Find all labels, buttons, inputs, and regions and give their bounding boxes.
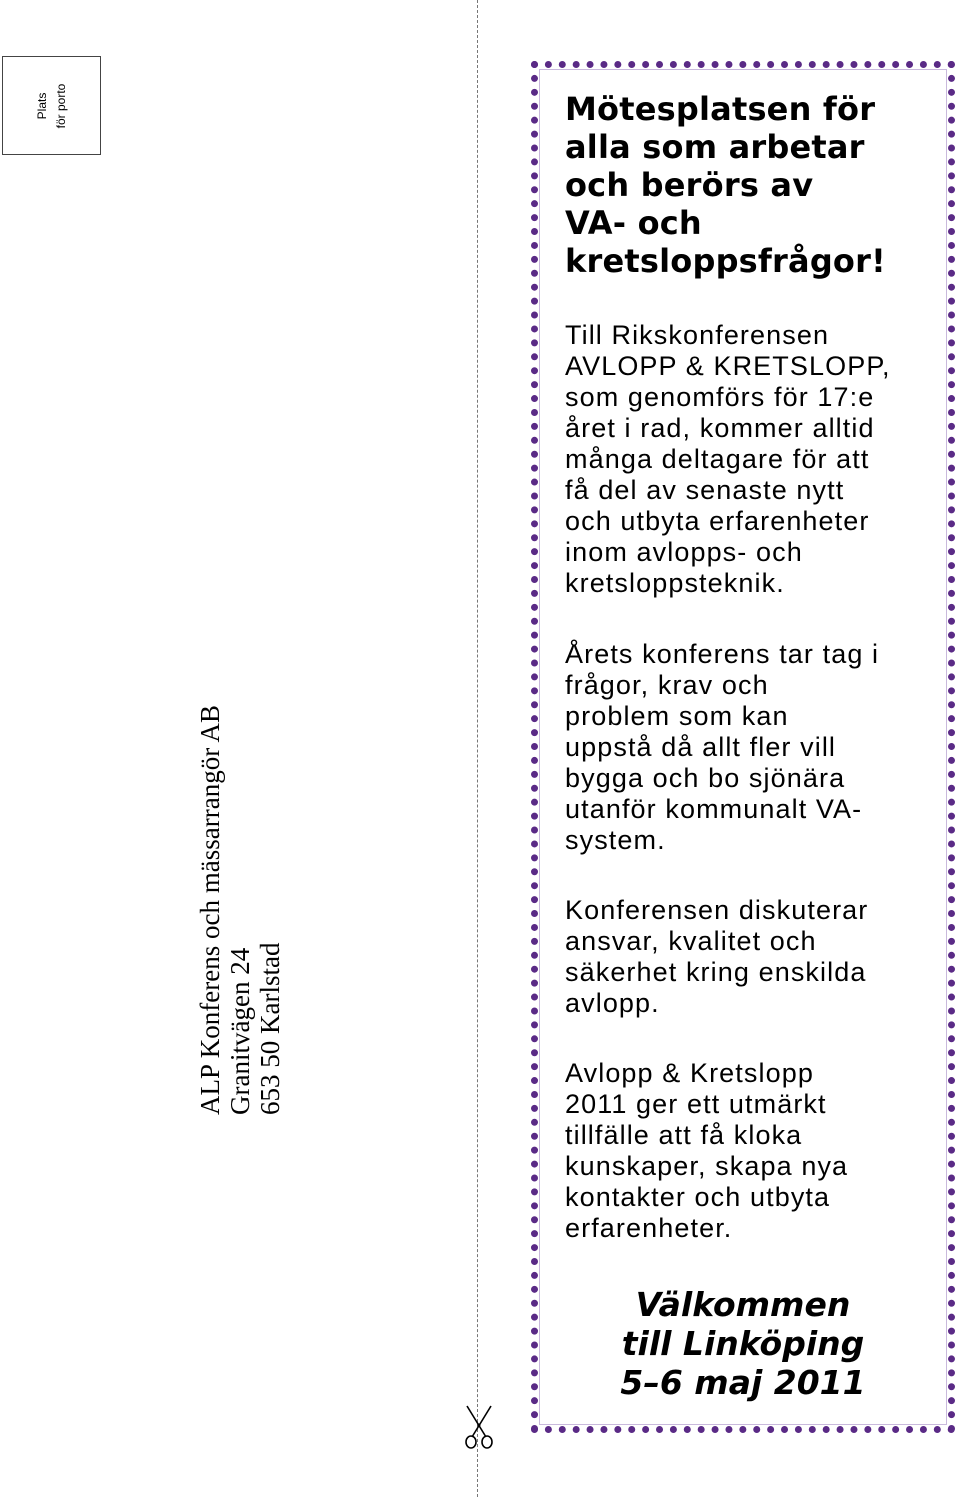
paragraph-line: Konferensen diskuterar [565,895,869,925]
paragraph-line: som genomförs för 17:e [565,382,875,412]
paragraph-line: frågor, krav och [565,670,769,700]
paragraph-line: Årets konferens tar tag i [565,639,880,669]
paragraph-line: kunskaper, skapa nya [565,1151,849,1181]
address-city: 653 50 Karlstad [255,942,285,1115]
scissors-icon [462,1404,496,1450]
paragraph-line: Till Rikskonferensen [565,320,830,350]
cut-line [477,0,478,1497]
paragraph-line: Avlopp & Kretslopp [565,1058,814,1088]
paragraph-line: problem som kan [565,701,789,731]
paragraph-discussion [565,895,945,1019]
paragraph-line: utanför kommunalt VA- [565,794,863,824]
paragraph-line: bygga och bo sjönära [565,763,846,793]
paragraph-line: 2011 ger ett utmärkt [565,1089,827,1119]
stamp-box [2,56,101,155]
welcome-line: 5–6 maj 2011 [620,1363,866,1402]
paragraph-intro [565,320,945,599]
address-street: Granitvägen 24 [225,947,255,1115]
paragraph-line: tillfälle att få kloka [565,1120,803,1150]
paragraph-line: system. [565,825,666,855]
heading-line: VA- och [565,204,702,242]
paragraph-line: kontakter och utbyta [565,1182,831,1212]
stamp-label [33,83,71,128]
welcome-line: till Linköping [621,1324,865,1363]
paragraph-line: avlopp. [565,988,660,1018]
paragraph-line: inom avlopps- och [565,537,803,567]
flyer-heading [565,90,945,280]
stamp-label-line: Plats [34,92,49,119]
stamp-label-line: för porto [53,83,68,128]
paragraph-line: många deltagare för att [565,444,870,474]
heading-line: kretsloppsfrågor! [565,242,886,280]
paragraph-topics [565,639,945,856]
paragraph-opportunity [565,1058,945,1244]
heading-line: Mötesplatsen för [565,90,876,128]
paragraph-line: året i rad, kommer alltid [565,413,875,443]
paragraph-line: få del av senaste nytt [565,475,845,505]
paragraph-line: ansvar, kvalitet och [565,926,817,956]
paragraph-line: AVLOPP & KRETSLOPP, [565,351,891,381]
heading-line: alla som arbetar [565,128,865,166]
address-company: ALP Konferens och mässarrangör AB [195,705,225,1115]
paragraph-line: säkerhet kring enskilda [565,957,867,987]
paragraph-line: kretsloppsteknik. [565,568,785,598]
welcome-text [531,1285,955,1402]
paragraph-line: uppstå då allt fler vill [565,732,837,762]
paragraph-line: och utbyta erfarenheter [565,506,870,536]
welcome-line: Välkommen [635,1285,851,1324]
return-address [195,705,285,1115]
paragraph-line: erfarenheter. [565,1213,733,1243]
heading-line: och berörs av [565,166,814,204]
